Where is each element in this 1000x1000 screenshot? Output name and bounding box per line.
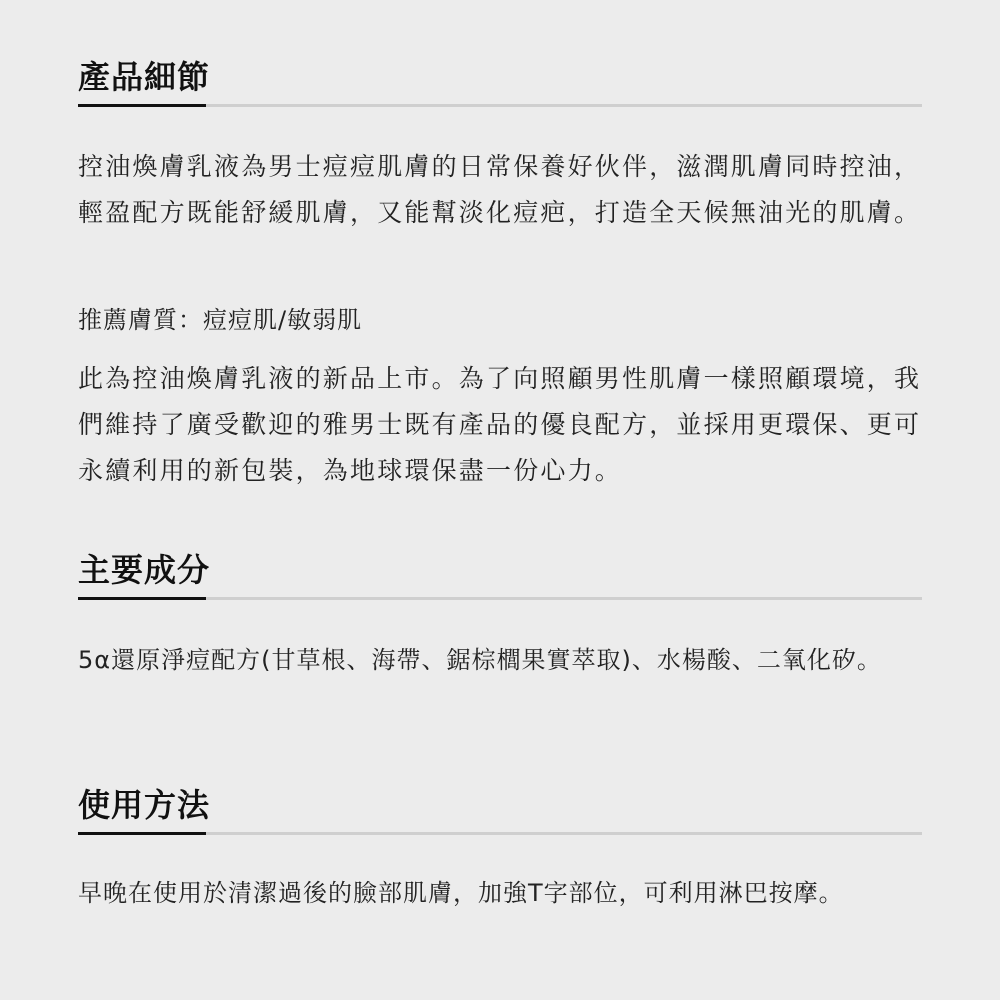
recommended-skin-type: 推薦膚質：痘痘肌/敏弱肌 — [78, 306, 363, 334]
heading-divider — [78, 597, 922, 600]
usage-title: 使用方法 — [78, 786, 211, 824]
usage-heading — [78, 784, 922, 835]
heading-divider-accent — [78, 597, 206, 600]
heading-divider — [78, 832, 922, 835]
ingredients-title: 主要成分 — [78, 551, 211, 589]
product-description: 控油煥膚乳液為男士痘痘肌膚的日常保養好伙伴，滋潤肌膚同時控油，輕盈配方既能舒緩肌膚，又能幫淡化痘疤，打造全天候無油光的肌膚。 — [78, 152, 922, 227]
ingredients-heading — [78, 549, 922, 600]
new-launch-note: 此為控油煥膚乳液的新品上市。為了向照顧男性肌膚一樣照顧環境，我們維持了廣受歡迎的雅男士既有產品的優良配方，並採用更環保、更可永續利用的新包裝，為地球環保盡一份心力。 — [78, 364, 922, 485]
ingredients-text: 5α還原淨痘配方(甘草根、海帶、鋸棕櫚果實萃取)、水楊酸、二氧化矽。 — [78, 646, 882, 674]
heading-divider-accent — [78, 104, 206, 107]
product-details-title: 產品細節 — [78, 58, 211, 96]
product-details-heading — [78, 56, 922, 107]
heading-divider-accent — [78, 832, 206, 835]
heading-divider — [78, 104, 922, 107]
usage-text: 早晚在使用於清潔過後的臉部肌膚，加強T字部位，可利用淋巴按摩。 — [78, 879, 844, 907]
